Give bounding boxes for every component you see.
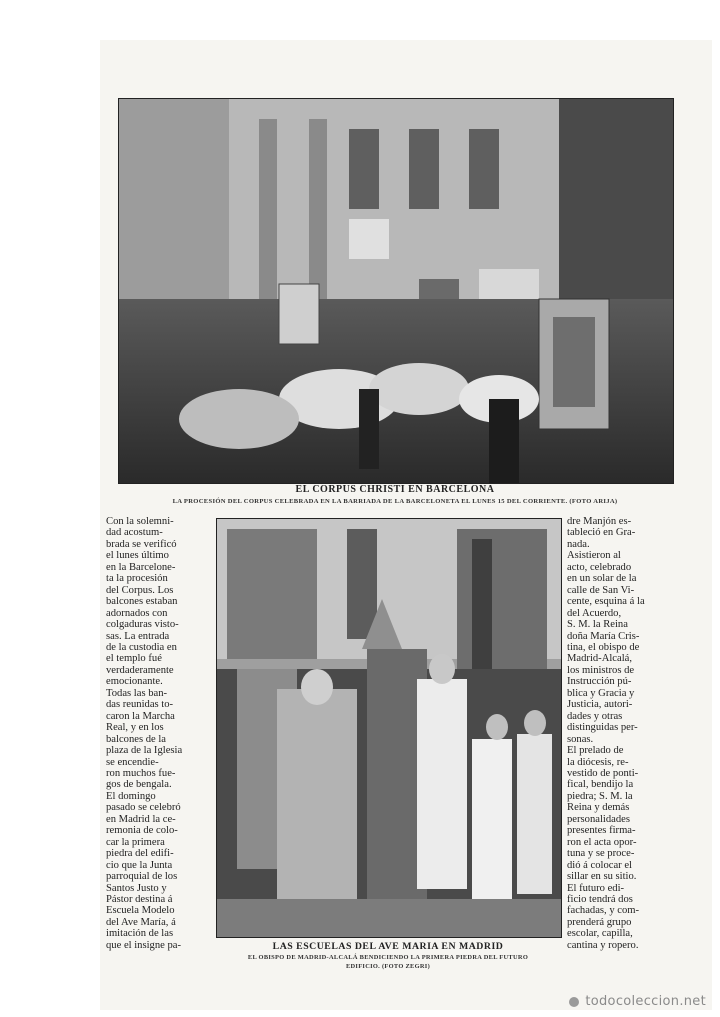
text-line: en un solar de la: [567, 573, 637, 585]
text-line: nada.: [567, 538, 590, 550]
text-line: en la Barcelone-: [106, 561, 176, 573]
text-line: se encendie-: [106, 756, 159, 768]
text-line: Pástor destina á: [106, 893, 173, 905]
text-line: dió á colocar el: [567, 859, 633, 871]
text-line: dades y otras: [567, 710, 623, 722]
photo2-caption-line2: EDIFICIO. (FOTO ZEGRI): [345, 963, 431, 970]
text-line: vestido de ponti-: [567, 767, 639, 779]
text-line: sillar en su sitio.: [567, 871, 637, 883]
text-line: El domingo: [106, 790, 156, 802]
text-line: Asistieron al: [567, 550, 621, 562]
text-line: Todas las ban-: [106, 687, 168, 699]
photo1-title: EL CORPUS CHRISTI EN BARCELONA: [295, 484, 495, 495]
text-line: personalidades: [567, 813, 630, 825]
text-line: fical, bendijo la: [567, 779, 634, 791]
text-line: sonas.: [567, 733, 594, 745]
text-line: piedra del edifi-: [106, 848, 174, 860]
text-line: cio que la Junta: [106, 859, 173, 871]
text-line: del Acuerdo,: [567, 607, 622, 619]
photo2-caption-line1: EL OBISPO DE MADRID-ALCALÁ BENDICIENDO LA PRIMERA PIEDRA DEL FUTURO: [247, 954, 529, 961]
text-line: parroquial de los: [106, 871, 178, 883]
text-line: Con la solemni-: [106, 516, 174, 527]
text-line: Reina y demás: [567, 802, 630, 814]
text-line: ron muchos fue-: [106, 767, 176, 779]
text-line: ron el acta opor-: [567, 836, 637, 848]
text-line: Escuela Modelo: [106, 905, 175, 917]
text-line: los ministros de: [567, 664, 635, 676]
text-line: del Corpus. Los: [106, 584, 174, 596]
text-line: S. M. la Reina: [567, 619, 628, 631]
text-line: prenderá grupo: [567, 916, 632, 928]
text-line: plaza de la Iglesia: [106, 745, 183, 757]
text-line: adornados con: [106, 607, 168, 619]
text-line: tuna y se proce-: [567, 848, 635, 860]
text-line: colgaduras visto-: [106, 619, 179, 631]
text-line: dad acostum-: [106, 527, 163, 539]
watermark-logo-icon: [569, 997, 579, 1007]
procession-image: [119, 99, 673, 483]
photo-ave-maria-school: [216, 518, 562, 938]
text-line: das reunidas to-: [106, 699, 174, 711]
ceremony-image: [217, 519, 561, 937]
text-line: caron la Marcha: [106, 710, 175, 722]
watermark: [569, 994, 706, 1009]
text-line: presentes firma-: [567, 825, 636, 837]
text-line: Madrid-Alcalá,: [567, 653, 633, 665]
text-line: acto, celebrado: [567, 561, 632, 573]
text-line: el templo fué: [106, 653, 162, 665]
watermark-text: todocoleccion.net: [585, 994, 706, 1009]
text-line: Justicia, autori-: [567, 699, 633, 711]
text-line: balcones de la: [106, 733, 167, 745]
text-line: fachadas, y com-: [567, 905, 640, 917]
text-line: gos de bengala.: [106, 779, 172, 791]
right-text-column: [567, 516, 669, 951]
text-line: ficio tendrá dos: [567, 893, 633, 905]
text-line: dre Manjón es-: [567, 516, 632, 527]
text-line: El futuro edi-: [567, 882, 625, 894]
text-line: Instrucción pú-: [567, 676, 632, 688]
text-line: verdaderamente: [106, 664, 174, 676]
text-line: pasado se celebró: [106, 802, 181, 814]
text-line: el lunes último: [106, 550, 169, 562]
text-line: car la primera: [106, 836, 165, 848]
text-line: brada se verificó: [106, 538, 177, 550]
text-line: Real, y en los: [106, 722, 164, 734]
text-line: distinguidas per-: [567, 722, 638, 734]
text-line: cantina y ropero.: [567, 939, 639, 951]
magazine-page: [100, 40, 712, 1010]
text-line: en Madrid la ce-: [106, 813, 176, 825]
text-line: del Ave María, á: [106, 916, 176, 928]
text-line: que el insigne pa-: [106, 939, 182, 951]
photo-corpus-procession: [118, 98, 674, 484]
text-line: de la custodia en: [106, 641, 177, 653]
left-text-column: [106, 516, 208, 951]
photo2-title: LAS ESCUELAS DEL AVE MARIA EN MADRID: [272, 941, 504, 952]
text-line: balcones estaban: [106, 596, 178, 608]
text-line: sas. La entrada: [106, 630, 170, 642]
text-line: calle de San Vi-: [567, 584, 635, 596]
text-line: tina, el obispo de: [567, 641, 640, 653]
text-line: ta la procesión: [106, 573, 168, 585]
text-line: doña María Cris-: [567, 630, 640, 642]
text-line: El prelado de: [567, 745, 624, 757]
photo1-caption: LA PROCESIÓN DEL CORPUS CELEBRADA EN LA BARRIADA DE LA BARCELONETA EL LUNES 15 DEL CORRIENTE. (FOTO ARIJA): [172, 498, 618, 505]
text-line: piedra; S. M. la: [567, 790, 633, 802]
text-line: cente, esquina á la: [567, 596, 645, 608]
text-line: Santos Justo y: [106, 882, 167, 894]
text-line: imitación de las: [106, 928, 174, 940]
text-line: la diócesis, re-: [567, 756, 629, 768]
text-line: tableció en Gra-: [567, 527, 636, 539]
text-line: blica y Gracia y: [567, 687, 635, 699]
text-line: emocionante.: [106, 676, 163, 688]
text-line: escolar, capilla,: [567, 928, 633, 940]
text-line: remonia de colo-: [106, 825, 178, 837]
